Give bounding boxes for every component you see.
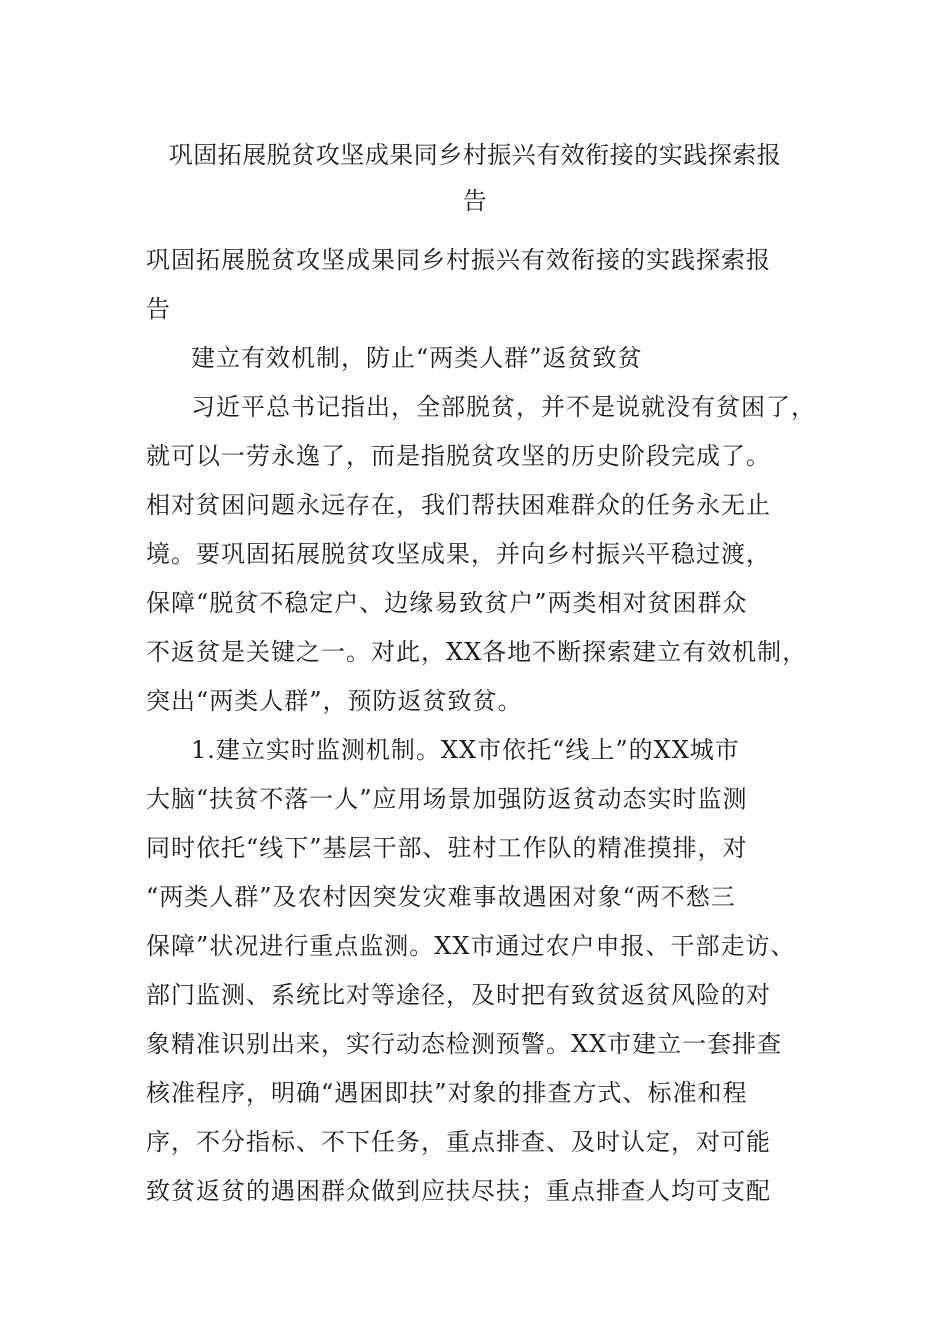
paragraph-line: 相对贫困问题永远存在，我们帮扶困难群众的任务永无止 <box>146 491 771 519</box>
paragraph-line: 核准程序，明确“遇困即扶”对象的排查方式、标准和程 <box>146 1079 748 1107</box>
paragraph-line: 习近平总书记指出，全部脱贫，并不是说就没有贫困了， <box>191 393 816 421</box>
document-title <box>140 132 810 224</box>
section-heading: 建立有效机制，防止“两类人群”返贫致贫 <box>191 344 643 372</box>
paragraph-line: 同时依托“线下”基层干部、驻村工作队的精准摸排，对 <box>146 834 748 862</box>
title-line-2: 告 <box>462 187 488 215</box>
paragraph-line: 致贫返贫的遇困群众做到应扶尽扶；重点排查人均可支配 <box>146 1177 771 1205</box>
subtitle-line-2: 告 <box>146 295 171 323</box>
document-body <box>146 236 826 1216</box>
paragraph-line: “两类人群”及农村因突发灾难事故遇困对象“两不愁三 <box>146 883 736 911</box>
paragraph-line: 不返贫是关键之一。对此，XX各地不断探索建立有效机制， <box>146 638 808 666</box>
paragraph-line: 境。要巩固拓展脱贫攻坚成果，并向乡村振兴平稳过渡， <box>146 540 771 568</box>
paragraph-line: 象精准识别出来，实行动态检测预警。XX市建立一套排查 <box>146 1030 783 1058</box>
paragraph-line: 大脑“扶贫不落一人”应用场景加强防返贫动态实时监测 <box>146 785 748 813</box>
paragraph-line: 突出“两类人群”，预防返贫致贫。 <box>146 687 523 715</box>
subtitle-line-1: 巩固拓展脱贫攻坚成果同乡村振兴有效衔接的实践探索报 <box>146 246 771 274</box>
paragraph-line: 部门监测、系统比对等途径，及时把有致贫返贫风险的对 <box>146 981 771 1009</box>
paragraph-line: 保障”状况进行重点监测。XX市通过农户申报、干部走访、 <box>146 932 796 960</box>
title-line-1: 巩固拓展脱贫攻坚成果同乡村振兴有效衔接的实践探索报 <box>168 141 782 169</box>
paragraph-line: 保障“脱贫不稳定户、边缘易致贫户”两类相对贫困群众 <box>146 589 748 617</box>
paragraph-line: 1.建立实时监测机制。XX市依托“线上”的XX城市 <box>191 736 740 764</box>
paragraph-line: 序，不分指标、不下任务，重点排查、及时认定，对可能 <box>146 1128 771 1156</box>
paragraph-line: 就可以一劳永逸了，而是指脱贫攻坚的历史阶段完成了。 <box>146 442 771 470</box>
